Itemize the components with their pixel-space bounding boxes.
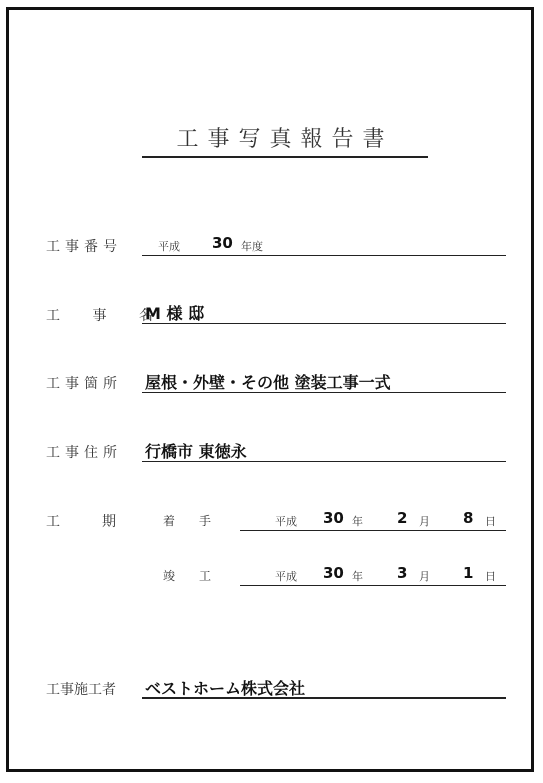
construction-address-underline [142,461,506,462]
construction-name-label: 工 事 名 [46,308,167,324]
construction-number-underline [142,255,506,256]
period-end-year-unit: 年 [352,570,363,583]
period-end-month: 3 [397,564,408,582]
construction-location-label: 工事箇所 [46,376,122,392]
period-start-year: 30 [323,509,344,527]
period-end-underline [240,585,506,586]
document-title: 工事写真報告書 [142,124,428,158]
construction-number-suffix: 年度 [241,240,263,253]
period-start-label: 着 手 [163,514,212,528]
period-start-day-unit: 日 [485,515,496,528]
construction-number-era: 平成 [158,240,180,253]
construction-period-label: 工 期 [46,514,116,530]
period-start-year-unit: 年 [352,515,363,528]
construction-name-value: M 様 邸 [145,304,205,323]
contractor-value: ベストホーム株式会社 [145,679,306,698]
construction-name-underline [142,323,506,324]
period-end-month-unit: 月 [419,570,430,583]
period-end-label: 竣 工 [163,569,212,583]
construction-location-value: 屋根・外壁・その他 塗装工事一式 [145,373,391,392]
period-end-year: 30 [323,564,344,582]
period-end-era: 平成 [275,570,297,583]
period-start-underline [240,530,506,531]
construction-location-underline [142,392,506,393]
period-start-month-unit: 月 [419,515,430,528]
construction-number-label: 工事番号 [46,239,122,255]
contractor-underline [142,697,506,699]
period-end-day-unit: 日 [485,570,496,583]
construction-address-label: 工事住所 [46,445,122,461]
period-start-month: 2 [397,509,408,527]
construction-number-year: 30 [212,234,233,252]
period-start-era: 平成 [275,515,297,528]
construction-address-value: 行橋市 東徳永 [145,442,247,461]
contractor-label: 工事施工者 [46,682,116,698]
period-end-day: 1 [463,564,474,582]
period-start-day: 8 [463,509,474,527]
